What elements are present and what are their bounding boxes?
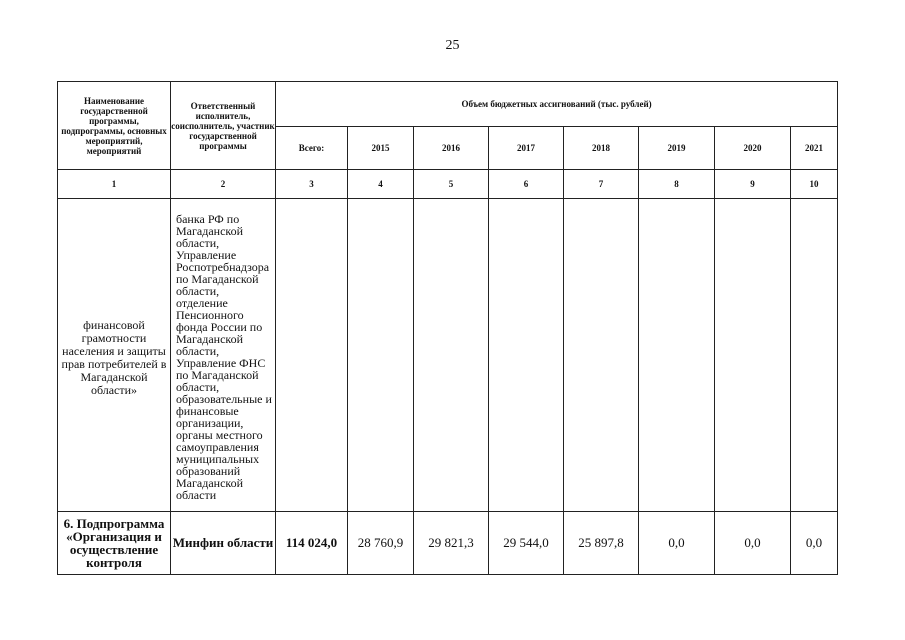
header-responsible: Ответственный исполнитель, соисполнитель, участник государственной программы [171,82,276,170]
column-number-row [58,170,838,199]
empty-cell [564,199,639,512]
page-number: 25 [445,38,460,53]
empty-cell [414,199,489,512]
empty-cell [791,199,838,512]
subprogram-total: 114 024,0 [276,512,348,575]
budget-table [57,81,838,575]
row-responsible: банка РФ по Магаданской области, Управление Роспотребнадзора по Магаданской области, отделение Пенсионного фонда России по Магаданской области, Управление ФНС по Магаданской области, образовательные и финансовые организации, органы местного самоуправления муниципальных образований Магаданской области [171,199,276,512]
column-number: 2 [171,170,276,199]
header-program-name: Наименование государственной программы, подпрограммы, основных мероприятий, мероприятий [58,82,171,170]
column-number: 9 [715,170,791,199]
subprogram-value: 29 821,3 [414,512,489,575]
column-number: 6 [489,170,564,199]
column-number: 8 [639,170,715,199]
header-year: 2016 [414,127,489,170]
column-number: 3 [276,170,348,199]
empty-cell [489,199,564,512]
header-total: Всего: [276,127,348,170]
header-budget-volume: Объем бюджетных ассигнований (тыс. рублей) [276,82,838,127]
header-year: 2020 [715,127,791,170]
row-program-name: финансовой грамотности населения и защиты прав потребителей в Магаданской области» [58,199,171,512]
empty-cell [348,199,414,512]
empty-cell [276,199,348,512]
header-year: 2021 [791,127,838,170]
subprogram-value: 25 897,8 [564,512,639,575]
header-year: 2017 [489,127,564,170]
table-row [58,199,838,512]
subprogram-responsible: Минфин области [171,512,276,575]
subprogram-value: 28 760,9 [348,512,414,575]
subprogram-value: 29 544,0 [489,512,564,575]
header-year: 2015 [348,127,414,170]
empty-cell [715,199,791,512]
empty-cell [639,199,715,512]
column-number: 5 [414,170,489,199]
header-year: 2019 [639,127,715,170]
header-year: 2018 [564,127,639,170]
subprogram-value: 0,0 [715,512,791,575]
table-row [58,512,838,575]
column-number: 1 [58,170,171,199]
subprogram-value: 0,0 [639,512,715,575]
column-number: 10 [791,170,838,199]
column-number: 4 [348,170,414,199]
subprogram-value: 0,0 [791,512,838,575]
column-number: 7 [564,170,639,199]
subprogram-name: 6. Подпрограмма «Организация и осуществление контроля [58,512,171,575]
